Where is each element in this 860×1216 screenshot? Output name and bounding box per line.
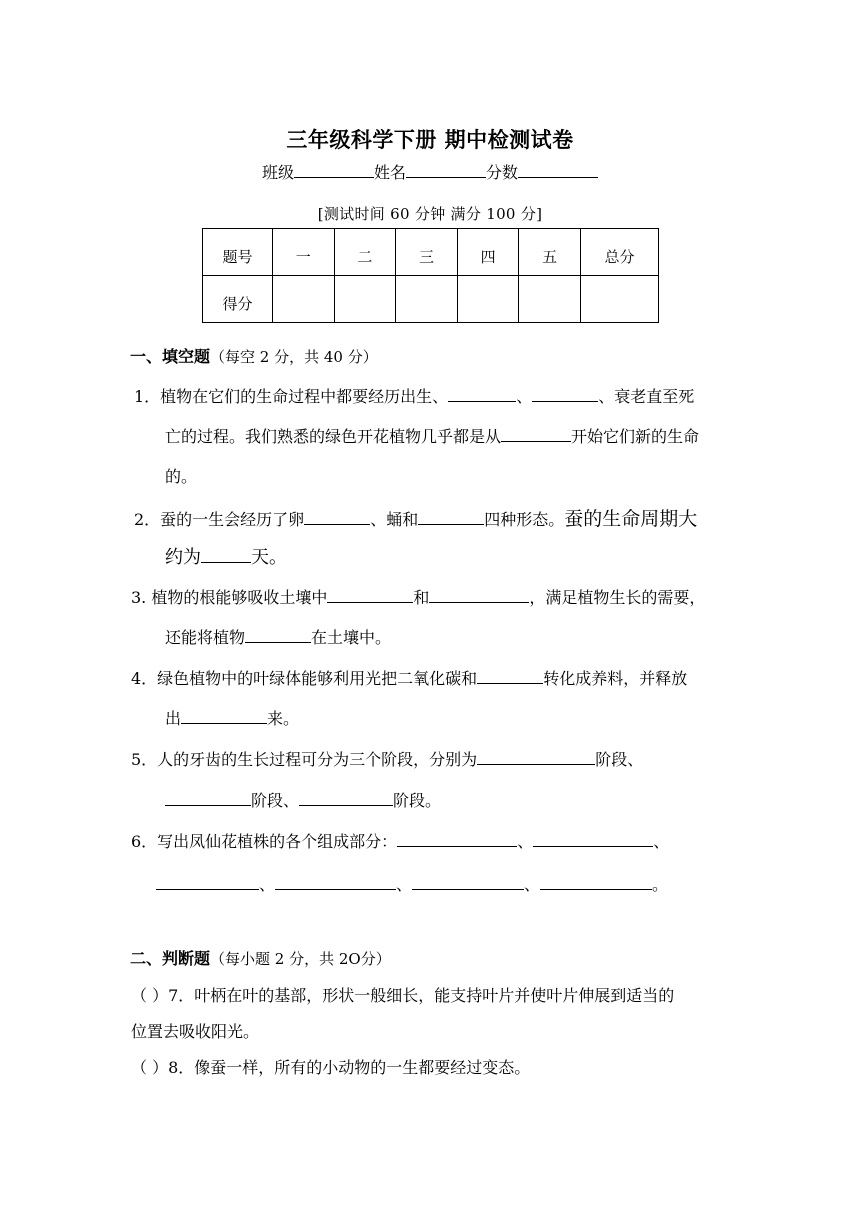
score-table-header-row [203, 229, 659, 276]
q4-line2 [165, 706, 299, 729]
q6-separator: 、 [259, 875, 276, 894]
q4-text: 来。 [267, 709, 300, 728]
q3-text: 和 [413, 588, 430, 607]
score-cell[interactable] [519, 276, 581, 323]
q7-line1: （ ）7．叶柄在叶的基部，形状一般细长，能支持叶片并使叶片伸展到适当的 [131, 986, 675, 1005]
class-label: 班级 [261, 163, 294, 182]
q8-line1: （ ）8．像蚕一样，所有的小动物的一生都要经过变态。 [131, 1058, 531, 1077]
q5-line1 [131, 747, 643, 770]
answer-blank[interactable] [412, 875, 524, 890]
q6-separator: 、 [396, 875, 413, 894]
answer-blank[interactable] [397, 832, 517, 847]
score-cell[interactable] [581, 276, 659, 323]
table-header-cell: 一 [273, 229, 335, 276]
score-cell[interactable] [273, 276, 335, 323]
answer-blank[interactable] [448, 387, 516, 402]
answer-blank[interactable] [304, 510, 370, 525]
q6-separator: 、 [517, 832, 534, 851]
answer-blank[interactable] [501, 427, 571, 442]
section1-heading [130, 344, 378, 367]
table-header-cell: 二 [334, 229, 396, 276]
answer-blank[interactable] [429, 588, 529, 603]
q2-line1 [134, 504, 697, 531]
q4-line1 [131, 666, 687, 689]
score-row-label: 得分 [203, 276, 273, 323]
q3-text: 在土壤中。 [311, 628, 392, 647]
score-cell[interactable] [396, 276, 458, 323]
table-header-cell: 总分 [581, 229, 659, 276]
answer-blank[interactable] [245, 628, 311, 643]
q4-text: 转化成养料，并释放 [543, 669, 688, 688]
table-header-cell: 题号 [203, 229, 273, 276]
q3-line2 [165, 625, 391, 648]
answer-blank[interactable] [156, 875, 259, 890]
table-header-cell: 三 [396, 229, 458, 276]
q1-text: 开始它们新的生命 [571, 427, 700, 446]
q1-text: 1．植物在它们的生命过程中都要经历出生、 [134, 387, 449, 406]
time-note: [测试时间 60 分钟 满分 100 分] [317, 205, 543, 223]
answer-blank[interactable] [418, 510, 484, 525]
answer-blank[interactable] [532, 387, 598, 402]
q5-text: 阶段、 [251, 791, 300, 810]
q1-text: 亡的过程。我们熟悉的绿色开花植物几乎都是从 [165, 427, 502, 446]
q3-text: ，满足植物生长的需要， [529, 588, 706, 607]
score-cell[interactable] [457, 276, 519, 323]
class-blank [294, 163, 374, 178]
section2-title: 二、判断题 [130, 949, 211, 968]
table-header-cell: 五 [519, 229, 581, 276]
q1-text: 、 [516, 387, 533, 406]
q5-text: 5．人的牙齿的生长过程可分为三个阶段，分别为 [131, 750, 478, 769]
answer-blank[interactable] [477, 750, 595, 765]
score-cell[interactable] [334, 276, 396, 323]
answer-blank[interactable] [275, 875, 396, 890]
q5-text: 阶段。 [393, 791, 442, 810]
q2-text: 四种形态。 [484, 510, 565, 529]
q5-text: 阶段、 [595, 750, 644, 769]
q3-text: 3. 植物的根能够吸收土壤中 [131, 588, 328, 607]
q3-text: 还能将植物 [165, 628, 246, 647]
section1-note: （每空 2 分，共 40 分） [210, 348, 378, 366]
q6-line2 [156, 872, 668, 895]
q2-text: 2．蚕的一生会经历了卵 [134, 510, 305, 529]
q2-text: 、蛹和 [370, 510, 419, 529]
answer-blank[interactable] [165, 791, 251, 806]
q6-end-mark: 。 [652, 875, 669, 894]
q1-line3: 的。 [165, 467, 198, 486]
q2-text: 天。 [251, 547, 287, 568]
section1-title: 一、填空题 [130, 347, 211, 366]
q1-text: 、衰老直至死 [598, 387, 695, 406]
answer-blank[interactable] [477, 669, 543, 684]
q7-line2: 位置去吸收阳光。 [131, 1022, 260, 1041]
q2-text: 约为 [165, 547, 201, 568]
q6-separator: 、 [524, 875, 541, 894]
q6-line1 [131, 829, 669, 852]
q2-text: 蚕的生命周期大 [564, 508, 698, 530]
answer-blank[interactable] [201, 548, 251, 563]
name-blank [406, 163, 486, 178]
q1-line1 [134, 384, 694, 407]
score-blank [518, 163, 598, 178]
answer-blank[interactable] [540, 875, 652, 890]
answer-blank[interactable] [299, 791, 393, 806]
name-label: 姓名 [373, 163, 406, 182]
q3-line1 [131, 585, 705, 608]
q6-separator: 、 [653, 832, 670, 851]
q2-line2 [165, 543, 287, 569]
q6-text: 6．写出凤仙花植株的各个组成部分： [131, 832, 398, 851]
q4-text: 出 [165, 709, 182, 728]
section2-heading [130, 946, 391, 969]
section2-note: （每小题 2 分，共 2O分） [210, 950, 391, 968]
q5-line2 [165, 788, 441, 811]
score-table-score-row [203, 276, 659, 323]
score-label: 分数 [486, 163, 519, 182]
score-table [202, 228, 659, 323]
answer-blank[interactable] [533, 832, 653, 847]
page-title: 三年级科学下册 期中检测试卷 [286, 128, 574, 152]
answer-blank[interactable] [181, 709, 267, 724]
table-header-cell: 四 [457, 229, 519, 276]
answer-blank[interactable] [327, 588, 413, 603]
q4-text: 4．绿色植物中的叶绿体能够利用光把二氧化碳和 [131, 669, 478, 688]
student-info-line [0, 160, 860, 183]
q1-line2 [165, 424, 699, 447]
